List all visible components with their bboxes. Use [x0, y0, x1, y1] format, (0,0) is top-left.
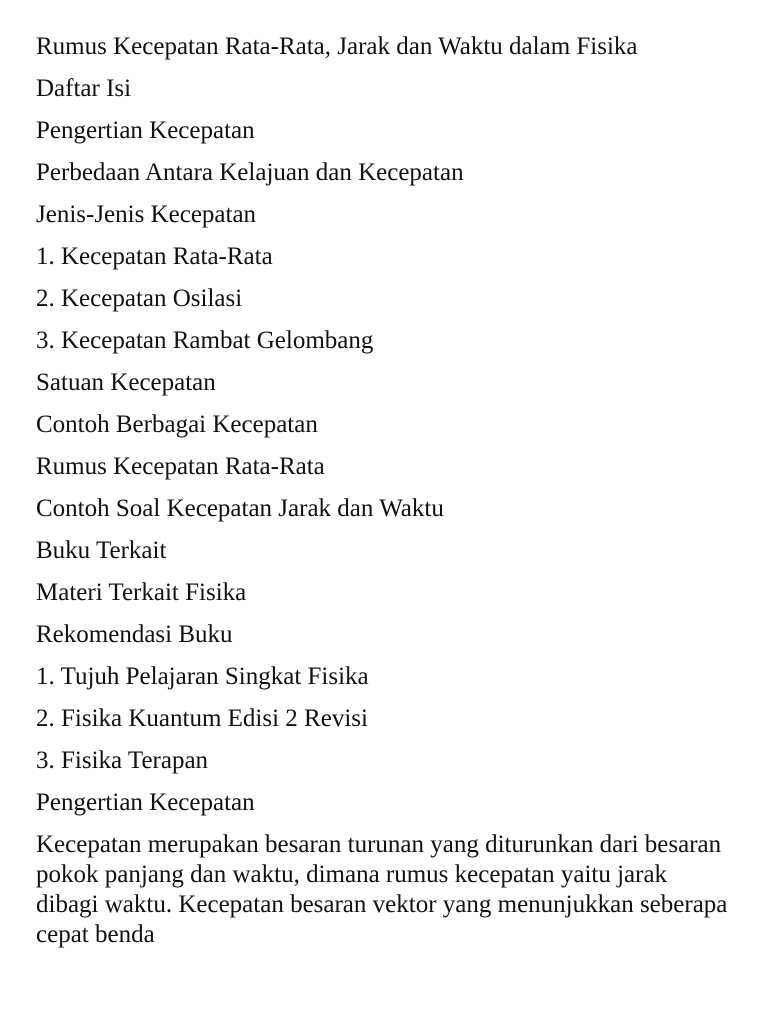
- toc-item-contoh-kecepatan: Contoh Berbagai Kecepatan: [36, 411, 318, 438]
- toc-item-buku-terkait: Buku Terkait: [36, 537, 167, 564]
- toc-item-perbedaan: Perbedaan Antara Kelajuan dan Kecepatan: [36, 159, 464, 186]
- section-heading-pengertian: Pengertian Kecepatan: [36, 789, 255, 816]
- toc-item-book-1: 1. Tujuh Pelajaran Singkat Fisika: [36, 663, 369, 690]
- toc-item-pengertian-kecepatan: Pengertian Kecepatan: [36, 117, 255, 144]
- document-content: [36, 32, 728, 950]
- toc-item-rekomendasi-buku: Rekomendasi Buku: [36, 621, 233, 648]
- toc-item-book-3: 3. Fisika Terapan: [36, 747, 209, 774]
- toc-item-materi-terkait: Materi Terkait Fisika: [36, 579, 247, 606]
- body-paragraph: Kecepatan merupakan besaran turunan yang diturunkan dari besaran pokok panjang dan waktu, dimana rumus kecepatan yaitu jarak dibagi waktu. Kecepatan besaran vektor yang menunjukkan seberapa cepat benda: [36, 831, 728, 948]
- toc-heading: Daftar Isi: [36, 75, 132, 102]
- document-title: Rumus Kecepatan Rata-Rata, Jarak dan Waktu dalam Fisika: [36, 33, 638, 60]
- toc-item-book-2: 2. Fisika Kuantum Edisi 2 Revisi: [36, 705, 368, 732]
- toc-item-contoh-soal: Contoh Soal Kecepatan Jarak dan Waktu: [36, 495, 444, 522]
- toc-item-rumus-kecepatan: Rumus Kecepatan Rata-Rata: [36, 453, 325, 480]
- toc-item-satuan-kecepatan: Satuan Kecepatan: [36, 369, 216, 396]
- toc-item-jenis-kecepatan: Jenis-Jenis Kecepatan: [36, 201, 257, 228]
- toc-item-kecepatan-rambat: 3. Kecepatan Rambat Gelombang: [36, 327, 374, 354]
- toc-item-kecepatan-osilasi: 2. Kecepatan Osilasi: [36, 285, 243, 312]
- toc-item-kecepatan-rata-rata: 1. Kecepatan Rata-Rata: [36, 243, 273, 270]
